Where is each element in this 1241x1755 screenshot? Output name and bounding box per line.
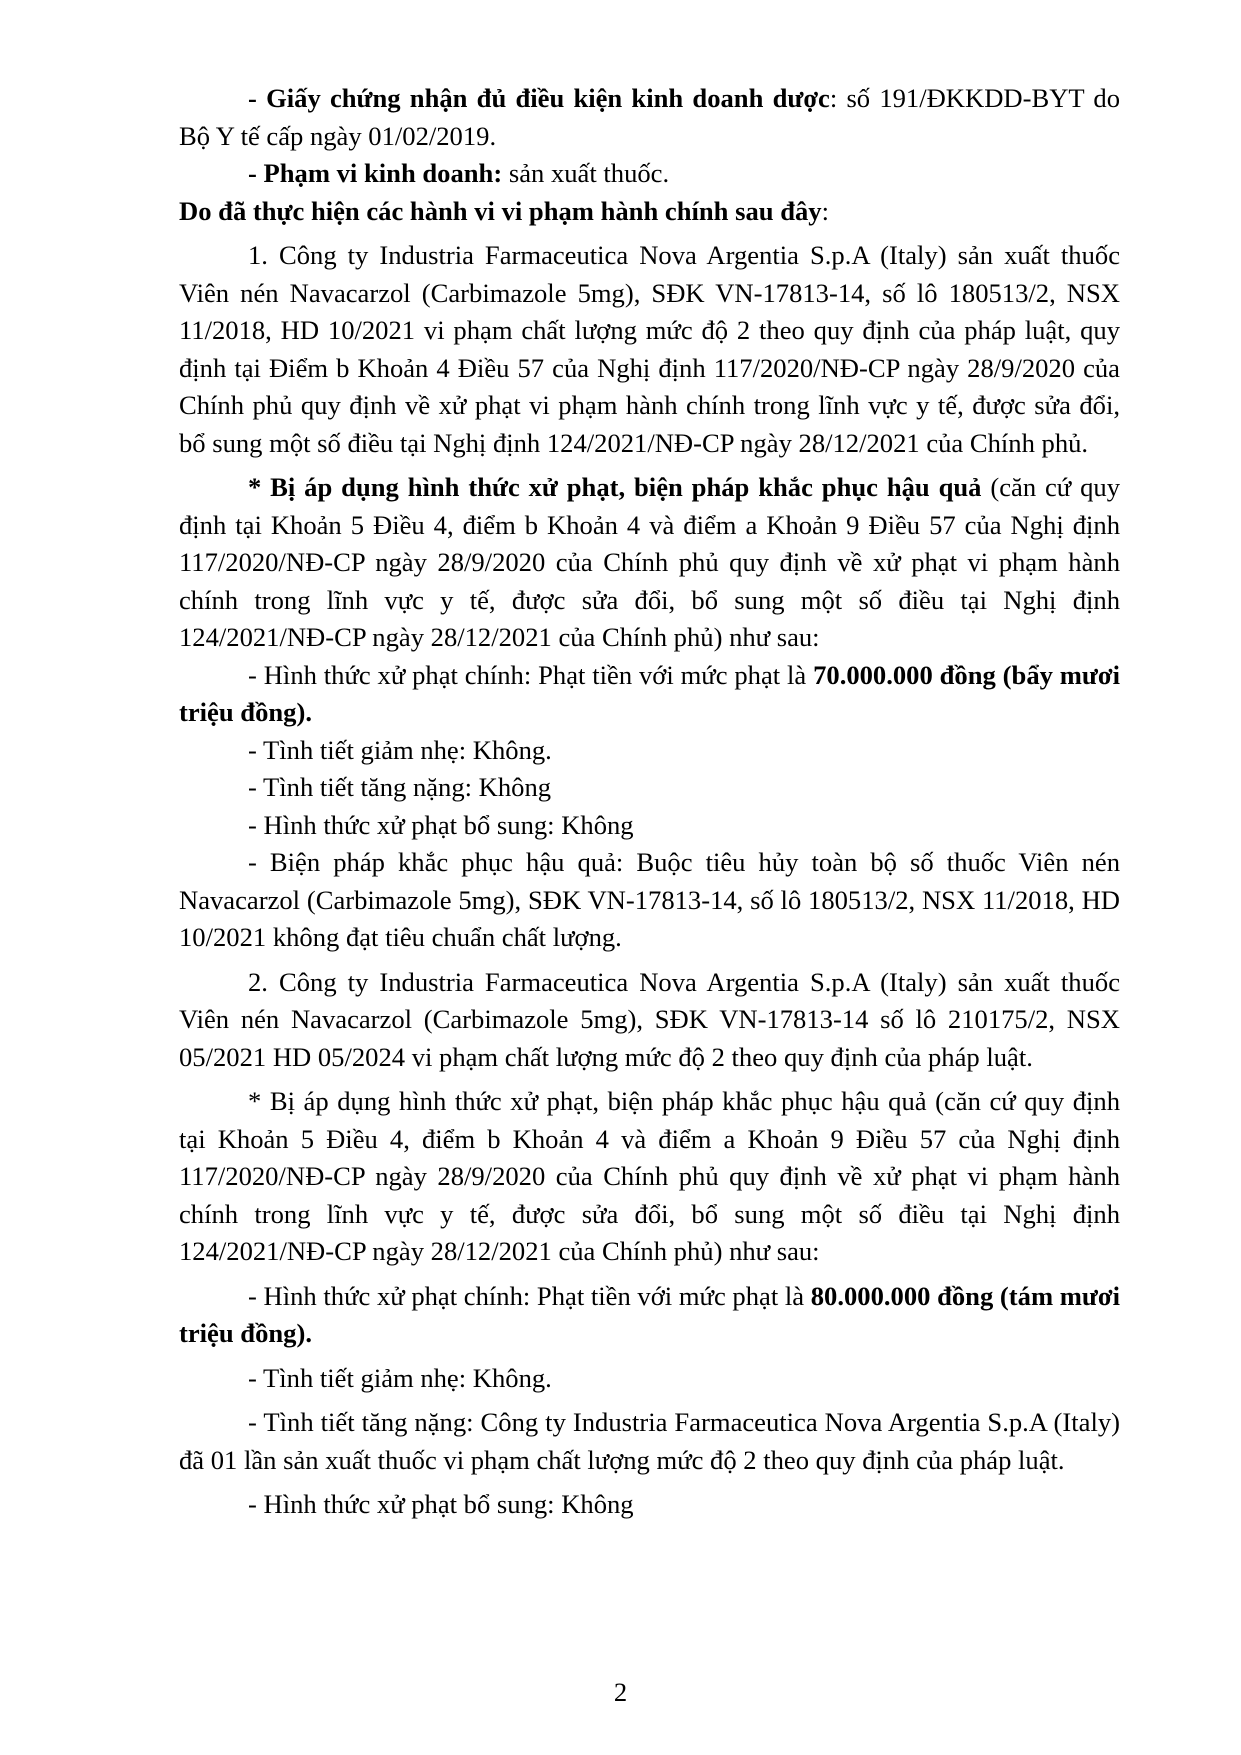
penalty-basis-2-paragraph: * Bị áp dụng hình thức xử phạt, biện pháp khắc phục hậu quả (căn cứ quy định tại Khoản 5 Điều 4, điểm b Khoản 4 và điểm a Khoản 9 Điều 57 của Nghị định 117/2020/NĐ-CP ngày 28/9/2020 của Chính phủ quy định về xử phạt vi phạm hành chính trong lĩnh vực y tế, được sửa đổi, bổ sung một số điều tại Nghị định 124/2021/NĐ-CP ngày 28/12/2021 của Chính phủ) như sau: bbox=[179, 1086, 1120, 1266]
penalty-basis-1-label: * Bị áp dụng hình thức xử phạt, biện pháp khắc phục hậu quả bbox=[248, 472, 982, 502]
fine-amount-1: 70.000.000 đồng (bẩy mươi triệu đồng). bbox=[179, 659, 1121, 727]
additional-penalty-2-line: - Hình thức xử phạt bổ sung: Không bbox=[248, 1489, 634, 1519]
mitigating-1-line: - Tình tiết giảm nhẹ: Không. bbox=[248, 734, 552, 765]
business-certificate-value: : số 191/ĐKKDD-BYT do Bộ Y tế cấp ngày 01/02/2019. bbox=[179, 83, 1120, 151]
remedial-measure-1-paragraph: - Biện pháp khắc phục hậu quả: Buộc tiêu hủy toàn bộ số thuốc Viên nén Navacarzol (Carbimazole 5mg), SĐK VN-17813-14, số lô 180513/2, NSX 11/2018, HD 10/2021 không đạt tiêu chuẩn chất lượng. bbox=[179, 847, 1120, 952]
page-number: 2 bbox=[613, 1677, 628, 1707]
business-scope-line bbox=[179, 155, 1120, 193]
violation-2-paragraph: 2. Công ty Industria Farmaceutica Nova Argentia S.p.A (Italy) sản xuất thuốc Viên nén Navacarzol (Carbimazole 5mg), SĐK VN-17813-14 số lô 210175/2, NSX 05/2021 HD 05/2024 vi phạm chất lượng mức độ 2 theo quy định của pháp luật. bbox=[179, 966, 1120, 1072]
additional-penalty-1-line: - Hình thức xử phạt bổ sung: Không bbox=[248, 809, 634, 840]
business-scope-label: - Phạm vi kinh doanh: bbox=[248, 158, 503, 188]
aggravating-1-line: - Tình tiết tăng nặng: Không bbox=[248, 772, 552, 802]
penalty-basis-1-paragraph bbox=[179, 469, 1120, 657]
business-scope-value: sản xuất thuốc. bbox=[502, 158, 670, 188]
fine-amount-2: 80.000.000 đồng (tám mươi triệu đồng). bbox=[179, 1280, 1120, 1348]
mitigating-2-line: - Tình tiết giảm nhẹ: Không. bbox=[248, 1362, 552, 1393]
aggravating-2-paragraph: - Tình tiết tăng nặng: Công ty Industria Farmaceutica Nova Argentia S.p.A (Italy) đã 01 lần sản xuất thuốc vi phạm chất lượng mức độ 2 theo quy định của pháp luật. bbox=[179, 1407, 1120, 1475]
business-certificate-label: - Giấy chứng nhận đủ điều kiện kinh doanh dược bbox=[248, 83, 830, 113]
penalty-basis-1-text: (căn cứ quy định tại Khoản 5 Điều 4, điểm b Khoản 4 và điểm a Khoản 9 Điều 57 của Nghị định 117/2020/NĐ-CP ngày 28/9/2020 của Chính phủ quy định về xử phạt vi phạm hành chính trong lĩnh vực y tế, được sửa đổi, bổ sung một số điều tại Nghị định 124/2021/NĐ-CP ngày 28/12/2021 của Chính phủ) như sau: bbox=[179, 472, 1120, 652]
business-certificate-line bbox=[179, 80, 1120, 155]
violation-1-paragraph: 1. Công ty Industria Farmaceutica Nova Argentia S.p.A (Italy) sản xuất thuốc Viên nén Navacarzol (Carbimazole 5mg), SĐK VN-17813-14, số lô 180513/2, NSX 11/2018, HD 10/2021 vi phạm chất lượng mức độ 2 theo quy định của pháp luật, quy định tại Điểm b Khoản 4 Điều 57 của Nghị định 117/2020/NĐ-CP ngày 28/9/2020 của Chính phủ quy định về xử phạt vi phạm hành chính trong lĩnh vực y tế, được sửa đổi, bổ sung một số điều tại Nghị định 124/2021/NĐ-CP ngày 28/12/2021 của Chính phủ. bbox=[179, 240, 1120, 458]
main-penalty-2-line: - Hình thức xử phạt chính: Phạt tiền với mức phạt là 80.000.000 đồng (tám mươi triệu đồng). bbox=[179, 1280, 1120, 1348]
document-body bbox=[179, 80, 1120, 1524]
violations-heading: Do đã thực hiện các hành vi vi phạm hành chính sau đây: bbox=[179, 195, 829, 226]
main-penalty-1-line: - Hình thức xử phạt chính: Phạt tiền với mức phạt là 70.000.000 đồng (bẩy mươi triệu đồng). bbox=[179, 659, 1121, 727]
